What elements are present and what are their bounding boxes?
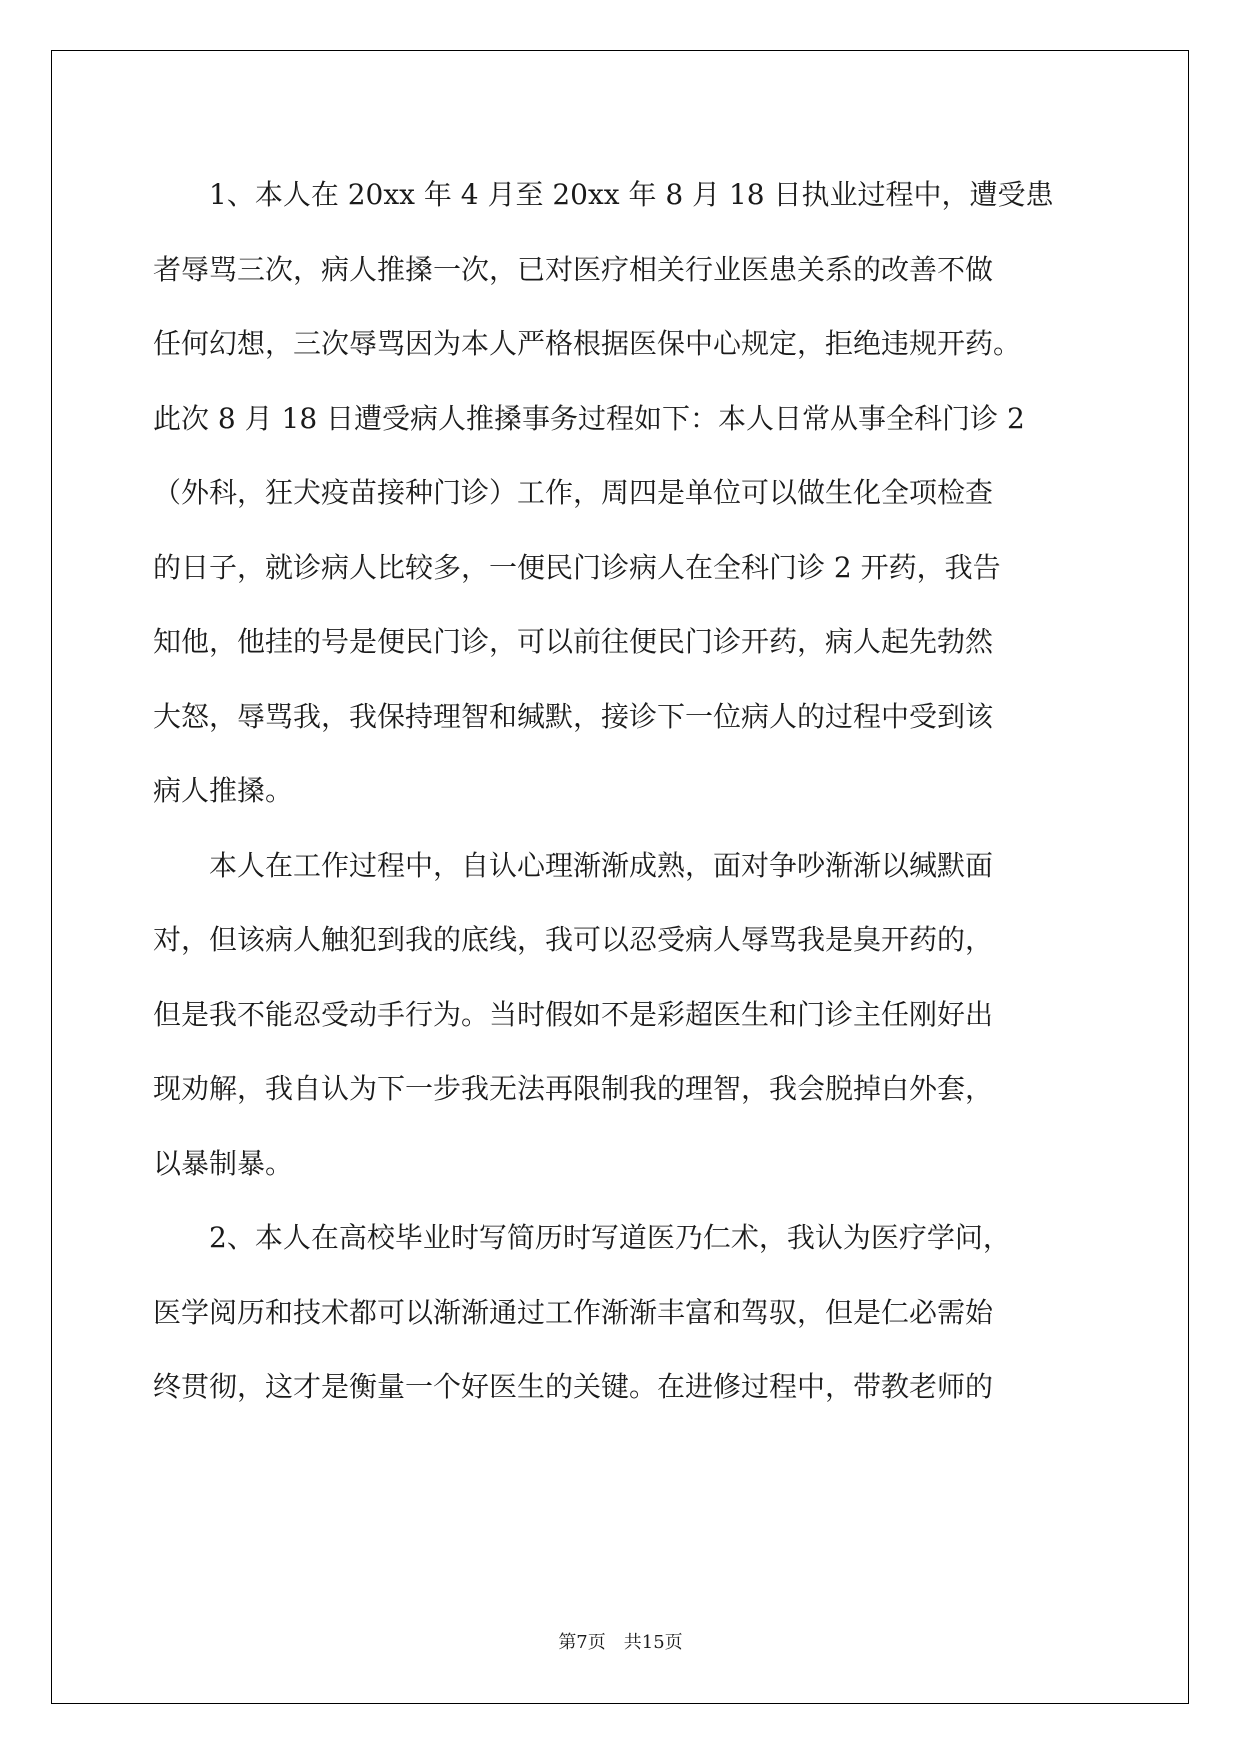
text-line: 医学阅历和技术都可以渐渐通过工作渐渐丰富和驾驭，但是仁必需始: [153, 1295, 994, 1329]
text-line: 病人推搡。: [153, 774, 294, 807]
text-line: 2、本人在高校毕业时写简历时写道医乃仁术，我认为医疗学问，: [209, 1221, 1011, 1254]
text-line: 1、本人在 20xx 年 4 月至 20xx 年 8 月 18 日执业过程中，遭受患: [209, 178, 1054, 211]
text-line: 本人在工作过程中，自认心理渐渐成熟，面对争吵渐渐以缄默面: [209, 848, 994, 882]
text-line: 者辱骂三次，病人推搡一次，已对医疗相关行业医患关系的改善不做: [153, 252, 994, 286]
text-line: 但是我不能忍受动手行为。当时假如不是彩超医生和门诊主任刚好出: [153, 997, 994, 1031]
text-line: 终贯彻，这才是衡量一个好医生的关键。在进修过程中，带教老师的: [153, 1370, 994, 1403]
page-number: 第7页: [558, 1632, 606, 1653]
text-line: 知他，他挂的号是便民门诊，可以前往便民门诊开药，病人起先勃然: [153, 625, 994, 658]
text-line: 大怒，辱骂我，我保持理智和缄默，接诊下一位病人的过程中受到该: [153, 699, 994, 733]
text-line: 的日子，就诊病人比较多，一便民门诊病人在全科门诊 2 开药，我告: [153, 550, 1001, 584]
text-line: 现劝解，我自认为下一步我无法再限制我的理智，我会脱掉白外套，: [153, 1072, 994, 1105]
text-line: 任何幻想，三次辱骂因为本人严格根据医保中心规定，拒绝违规开药。: [153, 327, 1022, 360]
document-body: [153, 158, 1093, 1425]
page-footer: [0, 1628, 1241, 1654]
text-line: 此次 8 月 18 日遭受病人推搡事务过程如下：本人日常从事全科门诊 2: [153, 401, 1025, 435]
text-line: 以暴制暴。: [153, 1146, 294, 1180]
text-line: 对，但该病人触犯到我的底线，我可以忍受病人辱骂我是臭开药的，: [153, 923, 994, 956]
text-line: （外科，狂犬疫苗接种门诊）工作，周四是单位可以做生化全项检查: [153, 476, 994, 509]
page-total: 共15页: [623, 1632, 683, 1653]
